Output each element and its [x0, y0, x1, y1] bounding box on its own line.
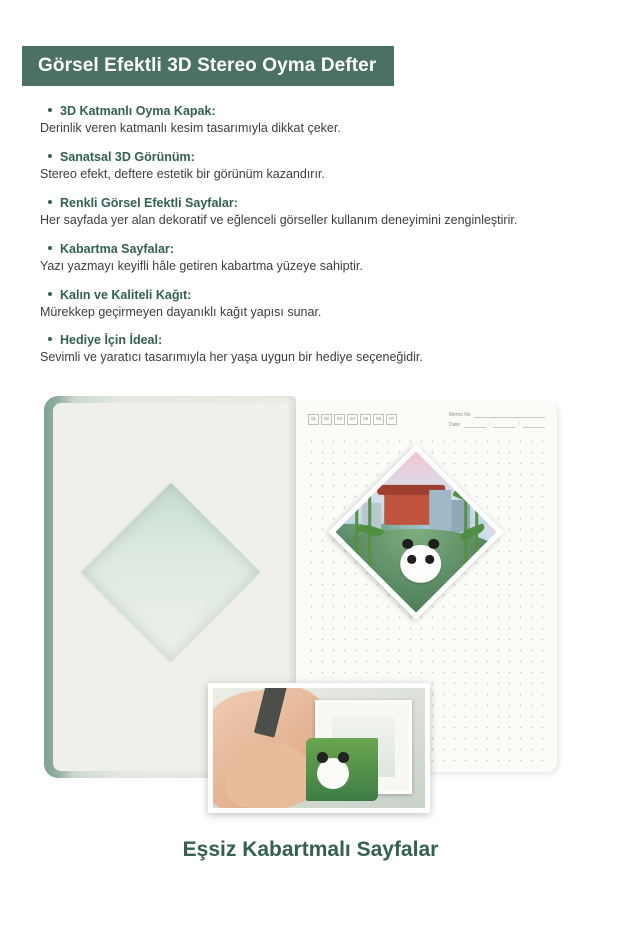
bullet-icon: [48, 200, 52, 204]
feature-title: Sanatsal 3D Görünüm:: [60, 149, 195, 164]
date-separator: /: [489, 422, 491, 428]
date-rule-2: [493, 422, 515, 428]
memo-no-rule: [474, 412, 545, 418]
panda-icon: [400, 545, 441, 583]
image-caption: Eşsiz Kabartmalı Sayfalar: [182, 838, 439, 861]
month-tab: 05: [360, 414, 371, 425]
list-item: [40, 288, 585, 321]
carved-diamond-window: [82, 483, 260, 661]
month-tab-strip: [308, 414, 397, 425]
bullet-icon: [48, 246, 52, 250]
bullet-icon: [48, 108, 52, 112]
popup-artwork: [336, 452, 496, 612]
bullet-icon: [48, 337, 52, 341]
feature-description: Stereo efekt, deftere estetik bir görünüm kazandırır.: [40, 166, 325, 181]
feature-title: Hediye İçin İdeal:: [60, 333, 163, 348]
date-label: Date:: [449, 422, 461, 428]
month-tab: 02: [321, 414, 332, 425]
feature-description: Derinlik veren katmanlı kesim tasarımıyla dikkat çeker.: [40, 121, 341, 135]
memo-header: [449, 412, 545, 432]
hand-fingers: [226, 743, 311, 808]
product-image-area: [0, 378, 621, 848]
feature-list: [40, 104, 585, 379]
bamboo-leaf-icon: [347, 469, 374, 489]
panda-city-scene: [336, 452, 496, 612]
memo-no-label: Memo No: [449, 412, 471, 418]
month-tab: 06: [373, 414, 384, 425]
panda-eye-left: [407, 555, 416, 563]
bamboo-stalk-icon: [368, 462, 371, 612]
closeup-inset-photo: [208, 683, 430, 813]
list-item: [40, 196, 585, 229]
feature-description: Sevimli ve yaratıcı tasarımıyla her yaşa uygun bir hediye seçeneğidir.: [40, 350, 423, 365]
page-title: Görsel Efektli 3D Stereo Oyma Defter: [38, 55, 377, 76]
date-line: [449, 422, 545, 428]
page-title-banner: [22, 46, 394, 86]
bullet-icon: [48, 154, 52, 158]
list-item: [40, 333, 585, 366]
bamboo-stalk-icon: [355, 462, 358, 612]
list-item: [40, 150, 585, 183]
diamond-art-frame: [328, 444, 503, 619]
list-item: [40, 242, 585, 275]
date-rule-1: [464, 422, 486, 428]
feature-title: Kalın ve Kaliteli Kağıt:: [60, 287, 192, 302]
feature-title: Renkli Görsel Efektli Sayfalar:: [60, 195, 238, 210]
bullet-icon: [48, 292, 52, 296]
bamboo-stalk-icon: [475, 462, 478, 612]
building-mid: [429, 491, 451, 532]
panda-icon: [317, 758, 349, 789]
feature-title: 3D Katmanlı Oyma Kapak:: [60, 104, 216, 118]
memo-no-line: [449, 412, 545, 418]
month-tab: 03: [334, 414, 345, 425]
feature-description: Yazı yazmayı keyifli hâle getiren kabartma yüzeye sahiptir.: [40, 258, 363, 273]
date-separator: /: [518, 422, 520, 428]
list-item: [40, 104, 585, 137]
month-tab: 01: [308, 414, 319, 425]
building-right: [451, 500, 470, 532]
month-tab: 04: [347, 414, 358, 425]
feature-description: Mürekkep geçirmeyen dayanıklı kağıt yapısı sunar.: [40, 304, 322, 319]
feature-description: Her sayfada yer alan dekoratif ve eğlenceli görseller kullanım deneyimini zenginleştirir.: [40, 212, 518, 227]
panda-eye-right: [425, 555, 434, 563]
date-rule-3: [523, 422, 545, 428]
month-tab: 07: [386, 414, 397, 425]
feature-title: Kabartma Sayfalar:: [60, 241, 174, 256]
